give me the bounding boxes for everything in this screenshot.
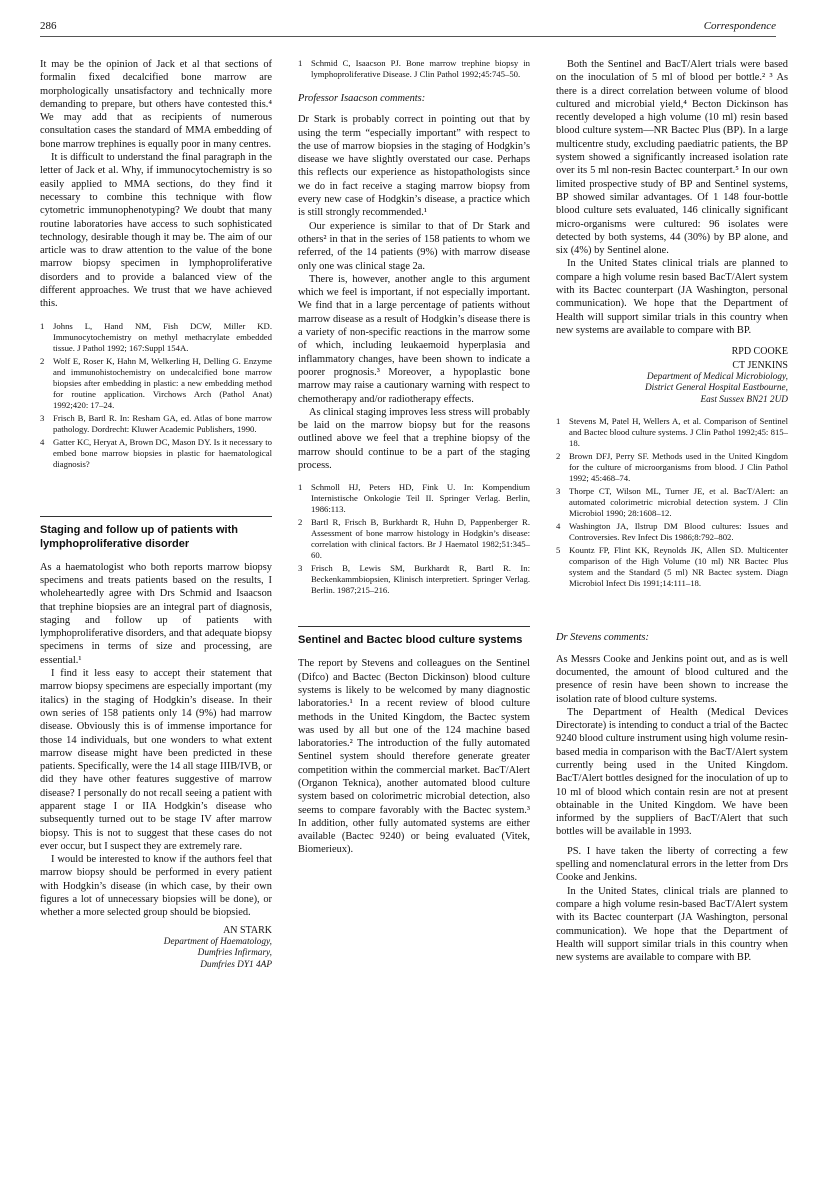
paragraph: I find it less easy to accept their statement that marrow biopsy specimens are especially important (my italics) in the staging of Hodgkin’s disease. In their own series of 158 patients only 14 (9%) had marrow disease. Obviously this is of immense importance for those 14 individuals, but one wonders to what extent marrow disease might have been predicted in these patients. Specifically, were the 14 all stage IIIB/IVB, or did they have other features suggestive of marrow disease? I personally do not recall seeing a patient with apparent stage I or IIA Hodgkin’s disease who subsequently turned out to be stage IV after marrow biopsy. This is not to suggest that these cases do not ever occur, but I suspect they are extremely rare. bbox=[40, 668, 272, 852]
reference-item: 3 Frisch B, Bartl R. In: Resham GA, ed. Atlas of bone marrow pathology. Dordrecht: Kluwer Academic Publishers, 1990. bbox=[40, 412, 272, 434]
paragraph: In the United States, clinical trials are planned to compare a high volume resin-based BacT/Alert system with its Bactec counterpart (JA Washington, personal communication). We hope that the Department of Health will support similar trials in this country when new systems are available to compare with BP. bbox=[556, 885, 788, 964]
reference-list bbox=[298, 482, 530, 596]
reference-item: 4 Washington JA, Ilstrup DM Blood cultures: Issues and Controversies. Rev Infect Dis 1986;8:792–802. bbox=[556, 521, 788, 543]
paragraph: As a haematologist who both reports marrow biopsy specimens and treats patients based on the results, I wholeheartedly agree with Drs Schmid and Isaacson that trephine biopsies are an integral part of diagnosis, staging and follow up of patients with lymphoproliferative disorders, and that adequate biopsy specimens in terms of size and processing, are essential.¹ bbox=[40, 561, 272, 666]
section-divider bbox=[40, 516, 272, 517]
letter-heading: Sentinel and Bactec blood culture systems bbox=[298, 634, 523, 647]
header-rule bbox=[40, 36, 776, 37]
author-name: CT JENKINS bbox=[732, 359, 788, 371]
section-divider bbox=[298, 626, 530, 627]
paragraph: Our experience is similar to that of Dr Stark and others² in that in the series of 158 patients to whom we referred, of the 14 patients (9%) with marrow disease only one was clinical stage 2a. bbox=[298, 220, 530, 272]
author-affiliation: Dumfries DY1 4AP bbox=[200, 959, 272, 970]
author-affiliation: Department of Medical Microbiology, bbox=[646, 371, 788, 382]
reference-list bbox=[298, 58, 530, 80]
paragraph: I would be interested to know if the authors feel that marrow biopsy should be performed in every patient with Hodgkin’s disease (in which case, by their own figures a lot of unnecessary biopsies will be done), or whether a more selected group should be biopsied. bbox=[40, 854, 272, 919]
paragraph: It is difficult to understand the final paragraph in the letter of Jack et al. Why, if immunocytochemistry is so easily applied to MMA sections, do they find it necessary to combine this technique with flow cytometric immunophenotyping? We doubt that many routine laboratories have access to such sophisticated technology, desirable though it may be. The aim of our article was to draw attention to the value of the bone marrow biopsy specimen in lymphoproliferative disorders and to provide a balanced view of the different approaches. We trust that we have achieved this. bbox=[40, 152, 272, 310]
paragraph: PS. I have taken the liberty of correcting a few spelling and nomenclatural errors in the letter from Drs Cooke and Jenkins. bbox=[556, 845, 788, 884]
reference-item: 2 Wolf E, Roser K, Hahn M, Welkerling H, Delling G. Enzyme and immunohistochemistry on undecalcified bone marrow biopsies after embedding in plastic: a new embedding method for routine application. Virchows Arch (Pathol Anat) 1992;420: 17–24. bbox=[40, 355, 272, 410]
reference-item: 1 Johns L, Hand NM, Fish DCW, Miller KD. Immunocytochemistry on methyl methacrylate embedded tissue. J Pathol 1992; 167:Suppl 154A. bbox=[40, 320, 272, 353]
paragraph: The report by Stevens and colleagues on the Sentinel (Difco) and Bactec (Becton Dickinson) blood culture systems is likely to be welcomed by many diagnostic laboratories.¹ In a recent review of blood culture methods in the United Kingdom, the Bactec system was used by all but one of the 124 machine based laboratories.² The introduction of the fully automated Sentinel system should therefore generate greater competition within the commercial market. BacT/Alert (Organon Teknica), another automated blood culture system based on colorimetric microbial detection, also seems to compare favorably with the Bactec system.³ In addition, other fully automated systems are either available (Bactec 9240) or being evaluated (Vitek, Biomerieux). bbox=[298, 658, 530, 856]
author-name: RPD COOKE bbox=[731, 346, 788, 358]
column-1 bbox=[40, 58, 272, 971]
paragraph: The Department of Health (Medical Devices Directorate) is intending to conduct a trial of the Bactec 9240 blood culture instrument using high volume resin-based media in comparison with the BacT/Alert system currently being used in the United Kingdom. BacT/Alert bottles designed for the inoculation of up to 10 ml of blood which contain resin are not at present obtainable in the United Kingdom. We have been informed by the suppliers of BacT/Alert that such bottles will be available in 1993. bbox=[556, 706, 788, 838]
reference-item: 1 Schmid C, Isaacson PJ. Bone marrow trephine biopsy in lymphoproliferative Disease. J Clin Pathol 1992;45:745–50. bbox=[298, 58, 530, 79]
comment-heading: Professor Isaacson comments: bbox=[298, 93, 426, 104]
author-affiliation: Dumfries Infirmary, bbox=[197, 948, 272, 959]
page-number: 286 bbox=[40, 20, 57, 32]
author-affiliation: Department of Haematology, bbox=[163, 936, 272, 947]
reference-item: 4 Gatter KC, Heryat A, Brown DC, Mason DY. Is it necessary to embed bone marrow biopsies in plastic for haematological diagnosis? bbox=[40, 436, 272, 469]
paragraph: As clinical staging improves less stress will probably be laid on the marrow biopsy but for the reasons outlined above we feel that a trephine biopsy of the marrow should continue to be a part of the staging process. bbox=[298, 406, 530, 472]
paragraph: In the United States clinical trials are planned to compare a high volume resin based BacT/Alert system with its Bactec counterpart (JA Washington, personal communication). We hope that the Department of Health will support similar trials in this country when new systems are available to compare with BP. bbox=[556, 258, 788, 336]
paragraph: There is, however, another angle to this argument which we feel is important, if not especially important. We find that in a large percentage of patients without marrow disease as a result of Hodgkin’s disease there is a variety of non-specific reactions in the marrow some of which, including leukaemoid hyperplasia and inflammatory changes, have been shown to indicate a poorer prognosis.³ Moreover, a hypoplastic bone marrow may raise a cautionary warning with respect to chemotherapy and/or radiotherapy effects. bbox=[298, 273, 530, 405]
column-2 bbox=[298, 58, 530, 857]
reference-item: 2 Brown DFJ, Perry SF. Methods used in the United Kingdom for the culture of microorganisms from blood. J Clin Pathol 1992; 45:468–74. bbox=[556, 451, 788, 484]
author-name: AN STARK bbox=[223, 924, 272, 936]
paragraph: As Messrs Cooke and Jenkins point out, and as is well documented, the amount of blood cultured and the presence of resin have been shown to increase the isolation rate of blood culture systems. bbox=[556, 653, 788, 705]
author-affiliation: District General Hospital Eastbourne, bbox=[644, 383, 788, 394]
reference-item: 1 Schmoll HJ, Peters HD, Fink U. In: Kompendium Internistische Onkologie Teil II. Springer Verlag. Berlin, 1986:113. bbox=[298, 482, 530, 515]
journal-section-title: Correspondence bbox=[703, 20, 776, 32]
letter-heading: Staging and follow up of patients with lymphoproliferative disorder bbox=[40, 523, 238, 550]
reference-list bbox=[556, 416, 788, 589]
reference-item: 5 Kountz FP, Flint KK, Reynolds JK, Allen SD. Multicenter comparison of the High Volume (10 ml) NR Bactec Plus system and the Standard (5 ml) NR Bactec system. Diagn Microbiol Infect Dis 1991;14:111–18. bbox=[556, 545, 788, 589]
reference-item: 2 Bartl R, Frisch B, Burkhardt R, Huhn D, Pappenberger R. Assessment of bone marrow histology in Hodgkin’s disease: correlation with clinical factors. Br J Haematol 1982;51:345–60. bbox=[298, 517, 530, 561]
reference-item: 1 Stevens M, Patel H, Wellers A, et al. Comparison of Sentinel and Bactec blood culture systems. J Clin Pathol 1992;45: 815–18. bbox=[556, 416, 788, 449]
reference-list bbox=[40, 321, 272, 470]
column-3 bbox=[556, 58, 788, 964]
paragraph: Both the Sentinel and BacT/Alert trials were based on the inoculation of 5 ml of blood per bottle.² ³ As there is a direct correlation between volume of blood cultured and microbial yield,⁴ Becton Dickinson has recently developed a high volume (10 ml) resin based blood culture system—NR Bactec Plus (BP). In a large multicentre study, excluding paediatric patients, the BP system showed a significantly increased isolation rate over its 5 ml non-resin Bactec counterpart.⁵ In our own limited prospective study of BP and Sentinel systems, BP showed similar advantages. Of 1 148 four-bottle blood culture sets evaluated, 146 clinically significant micro-organisms were cultured: 96 isolates were detected by both systems, 44 (30%) by BP alone, and six (4%) by Sentinel alone. bbox=[556, 59, 788, 257]
reference-item: 3 Frisch B, Lewis SM, Burkhardt R, Bartl R. In: Beckenkammbiopsien, Klinisch interpretiert. Springer Verlag. Berlin. 1987;215–216. bbox=[298, 563, 530, 596]
paragraph: Dr Stark is probably correct in pointing out that by using the term “especially important” with respect to the use of marrow biopsies in the staging of Hodgkin’s disease we have slightly overstated our case. Perhaps this reflects our experience as histopathologists since we do in fact receive a staging marrow biopsy from every new case of Hodgkin’s disease, a practice which is still strongly recommended.¹ bbox=[298, 114, 530, 219]
comment-heading: Dr Stevens comments: bbox=[556, 632, 649, 644]
author-affiliation: East Sussex BN21 2UD bbox=[700, 394, 788, 405]
reference-item: 3 Thorpe CT, Wilson ML, Turner JE, et al. BacT/Alert: an automated colorimetric microbial detection system. J Clin Microbiol 1990; 28:1608–12. bbox=[556, 486, 788, 519]
paragraph: It may be the opinion of Jack et al that sections of formalin fixed decalcified bone marrow are morphologically unsatisfactory and technically more demanding to prepare, but others have contested this.⁴ We may add that as recipients of numerous consultation cases the standard of MMA embedding of bone marrow trephines is equally poor in many centres. bbox=[40, 59, 272, 150]
